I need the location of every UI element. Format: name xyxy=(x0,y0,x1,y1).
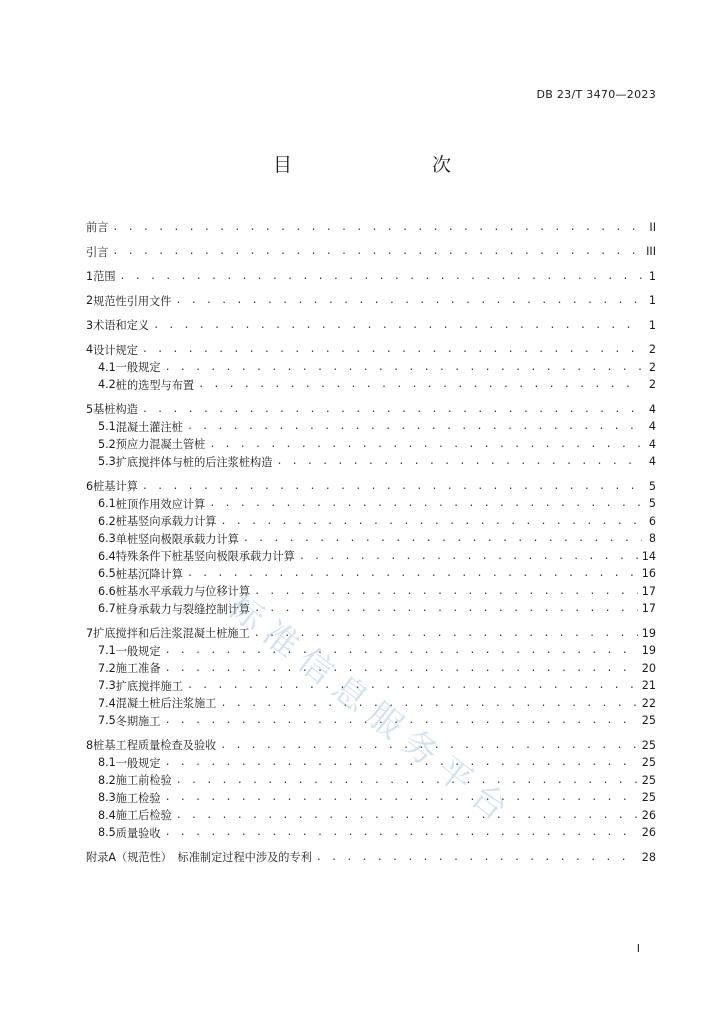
toc-entry[interactable] xyxy=(98,789,656,807)
toc-entry-page: 25 xyxy=(641,791,656,804)
toc-entry-number: 6.3 xyxy=(98,532,116,545)
toc-entry[interactable] xyxy=(86,292,656,310)
toc-entry-page: 25 xyxy=(641,738,656,752)
toc-entry-label: 桩基水平承载力与位移计算 xyxy=(115,585,251,598)
toc-entry[interactable] xyxy=(98,600,656,618)
toc-entry-label: 附录A（规范性） 标准制定过程中涉及的专利 xyxy=(86,851,312,864)
toc-leader-dots xyxy=(176,775,638,786)
toc-entry-page: II xyxy=(649,220,656,234)
toc-entry-label: 桩身承载力与裂缝控制计算 xyxy=(115,602,251,616)
toc-entry[interactable] xyxy=(98,771,656,789)
toc-entry-page: 25 xyxy=(641,714,656,727)
toc-entry-number: 7.1 xyxy=(98,644,116,657)
toc-entry-label: 桩的选型与布置 xyxy=(115,378,195,392)
toc-leader-dots xyxy=(220,740,638,751)
toc-entry-page: 25 xyxy=(641,773,656,787)
toc-entry-label: 桩基沉降计算 xyxy=(115,567,183,581)
toc-leader-dots xyxy=(153,320,642,331)
toc-entry-label: 一般规定 xyxy=(115,644,161,658)
standard-number: DB 23/T 3470—2023 xyxy=(536,88,656,101)
toc-entry-page: 17 xyxy=(641,602,656,615)
toc-entry-label: 规范性引用文件 xyxy=(93,294,172,308)
toc-entry-page: 4 xyxy=(648,420,656,433)
toc-entry[interactable] xyxy=(98,565,656,583)
toc-entry-label: 特殊条件下桩基竖向极限承载力计算 xyxy=(115,550,295,563)
toc-leader-dots xyxy=(254,603,638,614)
toc-entry-label: 扩底搅拌施工 xyxy=(115,679,183,693)
toc-entry-page: 20 xyxy=(641,661,656,675)
toc-entry[interactable] xyxy=(98,694,656,712)
toc-entry-label: 桩基计算 xyxy=(93,480,138,493)
toc-entry-page: 1 xyxy=(648,294,656,307)
toc-leader-dots xyxy=(142,481,642,492)
toc-entry-number: 8.3 xyxy=(98,791,116,804)
toc-entry-page: 19 xyxy=(641,626,656,640)
toc-entry[interactable] xyxy=(98,358,656,376)
toc-entry-label: 施工检验 xyxy=(115,791,161,805)
toc-leader-dots xyxy=(187,421,642,432)
toc-entry-label: 扩底搅拌体与桩的后注浆桩构造 xyxy=(115,455,273,469)
toc-leader-dots xyxy=(316,852,638,863)
toc-entry-number: 6.7 xyxy=(98,602,116,615)
toc-entry-number: 6.4 xyxy=(98,549,116,563)
toc-leader-dots xyxy=(187,680,638,691)
toc-entry-page: 4 xyxy=(648,437,656,451)
toc-entry-number: 7.5 xyxy=(98,714,116,727)
toc-entry-label: 基桩构造 xyxy=(93,403,138,416)
toc-leader-dots xyxy=(221,516,643,527)
toc-entry-page: 5 xyxy=(648,497,656,510)
toc-entry-number: 8 xyxy=(86,738,94,752)
toc-entry[interactable] xyxy=(98,677,656,695)
toc-entry-page: 26 xyxy=(641,826,656,839)
toc-entry[interactable] xyxy=(98,712,656,730)
toc-entry[interactable] xyxy=(98,582,656,600)
toc-entry[interactable] xyxy=(98,418,656,436)
toc-entry-number: 8.5 xyxy=(98,826,116,839)
toc-leader-dots xyxy=(165,362,642,373)
toc-leader-dots xyxy=(175,295,642,306)
toc-leader-dots xyxy=(165,663,638,674)
toc-entry[interactable] xyxy=(86,341,656,359)
toc-entry-number: 8.4 xyxy=(98,808,116,822)
toc-leader-dots xyxy=(299,551,638,562)
toc-entry-label: 质量验收 xyxy=(115,826,161,840)
toc-entry-page: 4 xyxy=(648,402,656,416)
toc-entry-page: 1 xyxy=(648,318,656,332)
toc-leader-dots xyxy=(276,456,642,467)
toc-entry[interactable] xyxy=(86,848,656,866)
toc-leader-dots xyxy=(165,757,638,768)
toc-entry-number: 4.2 xyxy=(98,378,116,391)
toc-entry-number: 6.2 xyxy=(98,514,116,528)
toc-entry-label: 桩顶作用效应计算 xyxy=(115,497,206,511)
toc-entry-page: 4 xyxy=(648,455,656,468)
toc-leader-dots xyxy=(254,586,638,597)
toc-entry-number: 2 xyxy=(86,294,94,307)
toc-entry[interactable] xyxy=(98,453,656,471)
toc-leader-dots xyxy=(142,344,642,355)
toc-entry-label: 冬期施工 xyxy=(115,714,161,728)
toc-entry-page: 17 xyxy=(641,584,656,598)
toc-entry-label: 施工准备 xyxy=(115,662,161,675)
toc-entry-label: 施工前检验 xyxy=(115,774,172,787)
toc-entry-label: 术语和定义 xyxy=(93,319,150,332)
toc-entry-number: 7.3 xyxy=(98,679,116,692)
toc-leader-dots xyxy=(187,568,638,579)
watermark: 标准信息服务平台 xyxy=(220,586,523,835)
toc-entry[interactable] xyxy=(98,495,656,513)
toc-entry-label: 施工后检验 xyxy=(115,809,172,822)
toc-entry-page: 1 xyxy=(648,269,656,283)
toc-entry-number: 3 xyxy=(86,318,94,332)
toc-entry-number: 5.1 xyxy=(98,420,116,433)
toc-leader-dots xyxy=(112,222,642,233)
toc-entry[interactable] xyxy=(86,624,656,642)
toc-entry-number: 4 xyxy=(86,343,94,356)
page-title: 目 次 xyxy=(272,154,485,176)
toc-entry-page: 21 xyxy=(641,679,656,692)
toc-entry-label: 单桩竖向极限承载力计算 xyxy=(115,532,239,546)
toc-entry[interactable] xyxy=(86,218,656,236)
toc-entry-number: 7 xyxy=(86,626,94,640)
toc-leader-dots xyxy=(254,628,638,639)
toc-entry[interactable] xyxy=(98,435,656,453)
toc-entry-page: 14 xyxy=(641,549,656,563)
toc-entry-label: 预应力混凝土管桩 xyxy=(115,438,206,451)
toc-entry-page: 2 xyxy=(648,343,656,356)
toc-entry-label: 桩基竖向承载力计算 xyxy=(115,515,217,528)
toc-entry-number: 5 xyxy=(86,402,94,416)
toc-entry-label: 扩底搅拌和后注浆混凝土桩施工 xyxy=(93,627,250,640)
toc-entry-number: 6.6 xyxy=(98,584,116,598)
toc-entry-label: 一般规定 xyxy=(115,756,161,770)
toc-entry[interactable] xyxy=(98,824,656,842)
toc-entry-label: 前言 xyxy=(86,221,109,234)
toc-entry-page: 26 xyxy=(641,808,656,822)
toc-leader-dots xyxy=(165,715,638,726)
toc-entry[interactable] xyxy=(98,530,656,548)
toc-leader-dots xyxy=(165,792,638,803)
toc-entry-number: 6.5 xyxy=(98,567,116,580)
toc-entry-number: 7.4 xyxy=(98,696,116,710)
toc-entry-number: 5.3 xyxy=(98,455,116,468)
toc-entry-page: 19 xyxy=(641,644,656,657)
toc-leader-dots xyxy=(243,533,642,544)
toc-entry[interactable] xyxy=(98,512,656,530)
toc-entry-page: 28 xyxy=(641,850,656,864)
toc-entry-number: 6 xyxy=(86,479,94,493)
toc-entry[interactable] xyxy=(86,400,656,418)
toc-entry-page: III xyxy=(646,245,656,258)
toc-entry[interactable] xyxy=(98,806,656,824)
toc-leader-dots xyxy=(165,645,638,656)
toc-entry[interactable] xyxy=(98,754,656,772)
toc-leader-dots xyxy=(176,810,638,821)
toc-entry-label: 混凝土桩后注浆施工 xyxy=(115,697,217,710)
toc-entry-number: 6.1 xyxy=(98,497,116,510)
toc-leader-dots xyxy=(209,498,642,509)
toc-entry-label: 一般规定 xyxy=(115,361,161,374)
toc-entry[interactable] xyxy=(98,376,656,394)
toc-entry[interactable] xyxy=(86,316,656,334)
toc-leader-dots xyxy=(221,698,638,709)
toc-entry[interactable] xyxy=(98,642,656,660)
toc-entry[interactable] xyxy=(98,659,656,677)
toc-entry-number: 7.2 xyxy=(98,661,116,675)
toc-entry-number: 8.2 xyxy=(98,773,116,787)
toc-entry[interactable] xyxy=(86,267,656,285)
toc-entry-label: 范围 xyxy=(93,270,116,283)
toc-entry-page: 5 xyxy=(648,479,656,493)
toc-entry[interactable] xyxy=(98,547,656,565)
toc-entry-label: 引言 xyxy=(86,245,109,259)
toc-entry-label: 设计规定 xyxy=(93,343,138,357)
toc-entry[interactable] xyxy=(86,243,656,261)
toc-entry[interactable] xyxy=(86,477,656,495)
toc-entry-page: 6 xyxy=(648,514,656,528)
toc-leader-dots xyxy=(120,271,642,282)
toc-entry[interactable] xyxy=(86,736,656,754)
toc-entry-page: 2 xyxy=(648,378,656,391)
toc-entry-label: 桩基工程质量检查及验收 xyxy=(93,739,217,752)
toc-entry-label: 混凝土灌注桩 xyxy=(115,420,183,434)
toc-entry-number: 8.1 xyxy=(98,756,116,769)
toc-leader-dots xyxy=(209,439,642,450)
toc-leader-dots xyxy=(165,827,638,838)
toc-entry-number: 1 xyxy=(86,269,94,283)
toc-entry-page: 25 xyxy=(641,756,656,769)
page-number: I xyxy=(636,942,640,955)
toc-leader-dots xyxy=(142,404,642,415)
toc-leader-dots xyxy=(198,379,642,390)
toc-entry-page: 22 xyxy=(641,696,656,710)
toc-entry-page: 16 xyxy=(641,567,656,580)
toc-entry-number: 5.2 xyxy=(98,437,116,451)
toc-leader-dots xyxy=(112,246,642,257)
toc-entry-number: 4.1 xyxy=(98,360,116,374)
toc-entry-page: 8 xyxy=(648,532,656,545)
toc-entry-page: 2 xyxy=(648,360,656,374)
